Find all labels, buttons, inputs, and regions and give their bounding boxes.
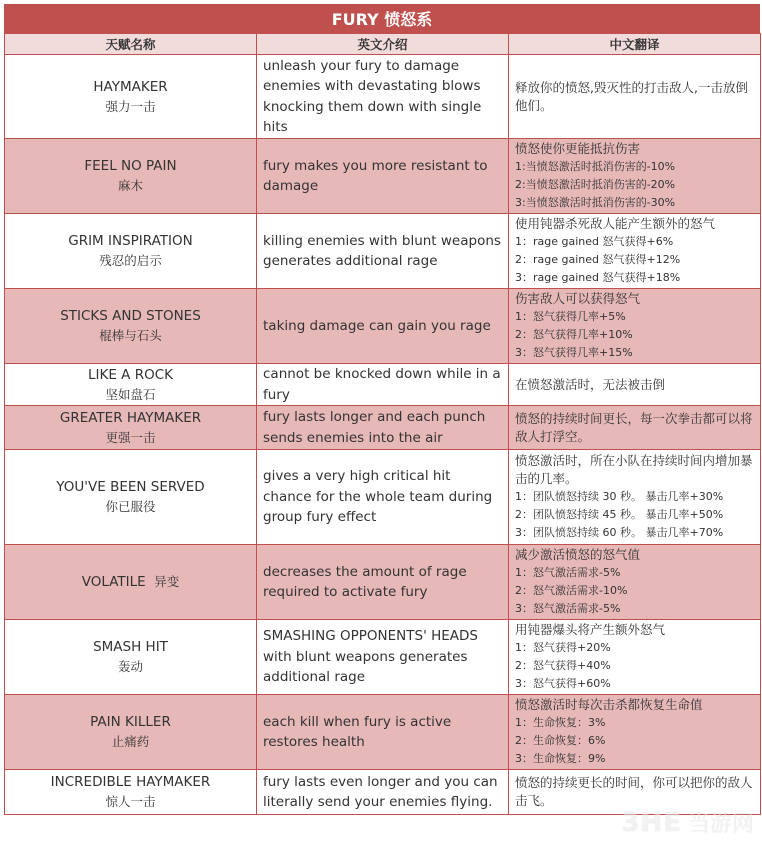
level-bonus: 1：怒气激活需求-5% bbox=[515, 566, 621, 579]
level-bonus: 3：怒气激活需求-5% bbox=[515, 602, 621, 615]
level-bonus: 1：rage gained 怒气获得+6% bbox=[515, 235, 674, 248]
fury-talent-table bbox=[4, 4, 760, 815]
level-bonus: 3:当愤怒激活时抵消伤害的-30% bbox=[515, 196, 676, 209]
level-bonus: 1：团队愤怒持续 30 秒。 暴击几率+30% bbox=[515, 490, 724, 503]
header-chinese: 中文翻译 bbox=[509, 34, 761, 55]
header-row bbox=[5, 34, 761, 55]
table-row bbox=[5, 545, 761, 620]
level-bonus: 2：怒气获得几率+10% bbox=[515, 328, 633, 341]
chinese-translation: 伤害敌人可以获得怒气 bbox=[515, 291, 641, 306]
chinese-translation: 在愤怒激活时，无法被击倒 bbox=[515, 376, 666, 392]
talent-name-en: INCREDIBLE HAYMAKER bbox=[50, 774, 211, 790]
talent-name-en: LIKE A ROCK bbox=[88, 366, 173, 383]
talent-name-cell bbox=[5, 139, 257, 214]
talent-name-en: PAIN KILLER bbox=[90, 714, 171, 730]
talent-name-cn: 麻木 bbox=[117, 178, 143, 193]
english-description: fury lasts longer and each punch sends enemies into the air bbox=[257, 406, 509, 450]
watermark-logo: 3HE bbox=[621, 807, 682, 838]
table-body bbox=[5, 55, 761, 815]
chinese-translation: 释放你的愤怒,毁灭性的打击敌人,一击放倒他们。 bbox=[515, 79, 748, 113]
english-description: SMASHING OPPONENTS' HEADS with blunt weapons generates additional rage bbox=[257, 620, 509, 695]
talent-name-en: GRIM INSPIRATION bbox=[68, 233, 193, 249]
english-description: killing enemies with blunt weapons generates additional rage bbox=[257, 214, 509, 289]
talent-name-cn: 止痛药 bbox=[111, 734, 150, 749]
chinese-translation: 愤怒使你更能抵抗伤害 bbox=[515, 141, 641, 156]
table-row bbox=[5, 55, 761, 139]
english-description: cannot be knocked down while in a fury bbox=[257, 364, 509, 406]
level-bonus: 2：团队愤怒持续 45 秒。 暴击几率+50% bbox=[515, 508, 724, 521]
english-description: fury makes you more resistant to damage bbox=[257, 139, 509, 214]
watermark bbox=[621, 807, 754, 838]
english-description: fury lasts even longer and you can literally send your enemies flying. bbox=[257, 770, 509, 815]
level-bonus: 2：怒气获得+40% bbox=[515, 659, 611, 672]
chinese-translation-cell bbox=[509, 364, 761, 406]
talent-name-cell bbox=[5, 406, 257, 450]
chinese-translation-cell bbox=[509, 545, 761, 620]
table-row bbox=[5, 406, 761, 450]
talent-name-cn: 残忍的启示 bbox=[99, 253, 162, 268]
chinese-translation-cell bbox=[509, 695, 761, 770]
talent-name-en: STICKS AND STONES bbox=[60, 308, 201, 324]
header-talent-name: 天赋名称 bbox=[5, 34, 257, 55]
table-row bbox=[5, 289, 761, 364]
chinese-translation: 愤怒的持续时间更长，每一次拳击都可以将敌人打浮空。 bbox=[515, 410, 753, 444]
talent-name-cn: 更强一击 bbox=[105, 429, 156, 445]
chinese-translation: 减少激活愤怒的怒气值 bbox=[515, 547, 641, 562]
watermark-site: 当游网 bbox=[687, 812, 754, 837]
header-english: 英文介绍 bbox=[257, 34, 509, 55]
level-bonus: 1：生命恢复：3% bbox=[515, 716, 606, 729]
chinese-translation: 用钝器爆头将产生额外怒气 bbox=[515, 622, 666, 637]
talent-name-en: HAYMAKER bbox=[93, 78, 168, 95]
chinese-translation-cell bbox=[509, 450, 761, 545]
talent-name-cell bbox=[5, 545, 257, 620]
english-description: unleash your fury to damage enemies with devastating blows knocking them down with single hits bbox=[257, 55, 509, 139]
chinese-translation-cell bbox=[509, 55, 761, 139]
talent-name-cn: 坚如盘石 bbox=[105, 386, 156, 402]
table-row bbox=[5, 695, 761, 770]
talent-name-en: GREATER HAYMAKER bbox=[59, 409, 202, 426]
chinese-translation: 愤怒的持续更长的时间，你可以把你的敌人击飞。 bbox=[515, 775, 753, 808]
chinese-translation-cell bbox=[509, 214, 761, 289]
english-description: gives a very high critical hit chance for the whole team during group fury effect bbox=[257, 450, 509, 545]
level-bonus: 3：rage gained 怒气获得+18% bbox=[515, 271, 681, 284]
talent-name-cell bbox=[5, 770, 257, 815]
talent-name-cell bbox=[5, 620, 257, 695]
chinese-translation-cell bbox=[509, 289, 761, 364]
talent-name-cn: 惊人一击 bbox=[105, 794, 156, 809]
chinese-translation: 使用钝器杀死敌人能产生额外的怒气 bbox=[515, 216, 716, 231]
level-bonus: 1：怒气获得+20% bbox=[515, 641, 611, 654]
chinese-translation-cell bbox=[509, 620, 761, 695]
talent-name-cn: 棍棒与石头 bbox=[99, 328, 162, 343]
level-bonus: 3：团队愤怒持续 60 秒。 暴击几率+70% bbox=[515, 526, 724, 539]
level-bonus: 2:当愤怒激活时抵消伤害的-20% bbox=[515, 178, 676, 191]
talent-table bbox=[4, 33, 761, 815]
level-bonus: 1：怒气获得几率+5% bbox=[515, 310, 626, 323]
level-bonus: 1:当愤怒激活时抵消伤害的-10% bbox=[515, 160, 676, 173]
level-bonus: 3：生命恢复：9% bbox=[515, 752, 606, 765]
talent-name-en: SMASH HIT bbox=[93, 639, 168, 655]
talent-name-cn: 你已服役 bbox=[105, 499, 156, 514]
english-description: decreases the amount of rage required to activate fury bbox=[257, 545, 509, 620]
level-bonus: 3：怒气获得+60% bbox=[515, 677, 611, 690]
chinese-translation: 愤怒激活时每次击杀都恢复生命值 bbox=[515, 697, 703, 712]
talent-name-cell bbox=[5, 289, 257, 364]
table-row bbox=[5, 214, 761, 289]
talent-name-cell bbox=[5, 450, 257, 545]
table-row bbox=[5, 364, 761, 406]
talent-name-cell bbox=[5, 55, 257, 139]
talent-name-cn: 异变 bbox=[154, 574, 180, 589]
talent-name-cell bbox=[5, 364, 257, 406]
table-title: FURY 愤怒系 bbox=[4, 4, 760, 33]
talent-name-cn: 轰动 bbox=[117, 659, 143, 674]
level-bonus: 2：rage gained 怒气获得+12% bbox=[515, 253, 681, 266]
talent-name-en: FEEL NO PAIN bbox=[84, 158, 177, 174]
table-row bbox=[5, 620, 761, 695]
chinese-translation-cell bbox=[509, 139, 761, 214]
talent-name-cell bbox=[5, 214, 257, 289]
chinese-translation-cell bbox=[509, 406, 761, 450]
chinese-translation: 愤怒激活时，所在小队在持续时间内增加暴击的几率。 bbox=[515, 453, 753, 486]
talent-name-en: YOU'VE BEEN SERVED bbox=[56, 479, 205, 495]
table-row bbox=[5, 139, 761, 214]
talent-name-en: VOLATILE bbox=[81, 574, 146, 590]
level-bonus: 2：生命恢复：6% bbox=[515, 734, 606, 747]
english-description: each kill when fury is active restores health bbox=[257, 695, 509, 770]
talent-name-cell bbox=[5, 695, 257, 770]
table-row bbox=[5, 450, 761, 545]
level-bonus: 2：怒气激活需求-10% bbox=[515, 584, 628, 597]
english-description: taking damage can gain you rage bbox=[257, 289, 509, 364]
level-bonus: 3：怒气获得几率+15% bbox=[515, 346, 633, 359]
talent-name-cn: 强力一击 bbox=[105, 98, 156, 114]
